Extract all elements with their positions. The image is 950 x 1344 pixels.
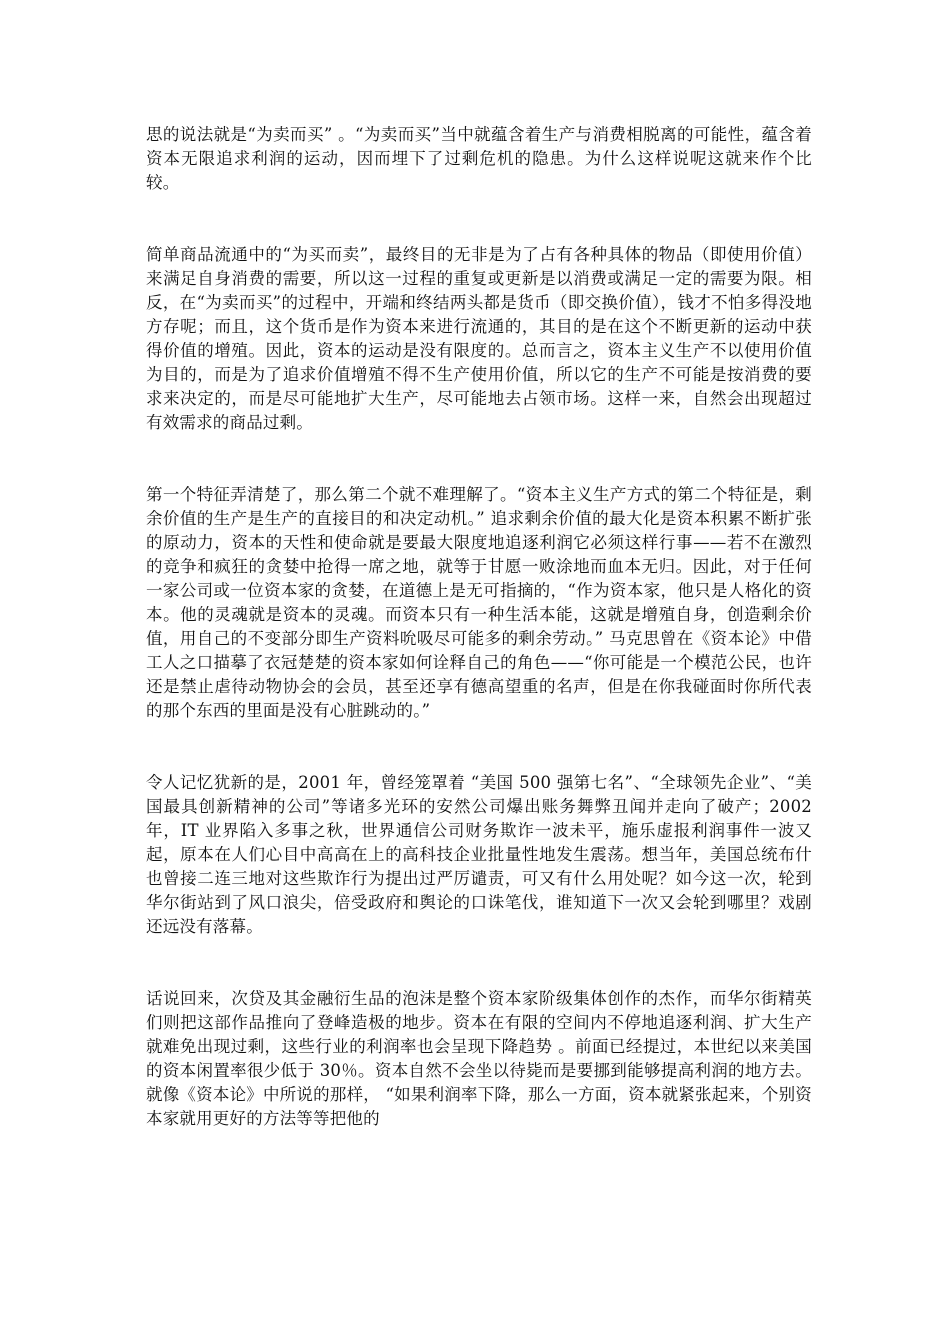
paragraph: 第一个特征弄清楚了，那么第二个就不难理解了。“资本主义生产方式的第二个特征是，剩余价值的生产是生产的直接目的和决定动机。” 追求剩余价值的最大化是资本积累不断扩张的原动力，资本的天性和使命就是要最大限度地追逐利润它必须这样行事——若不在激烈的竞争和疯狂的贪婪中抢得一席之地，就等于甘愿一败涂地而血本无归。因此，对于任何一家公司或一位资本家的贪婪，在道德上是无可指摘的，“作为资本家，他只是人格化的资本。他的灵魂就是资本的灵魂。而资本只有一种生活本能，这就是增殖自身，创造剩余价值，用自己的不变部分即生产资料吮吸尽可能多的剩余劳动。” 马克思曾在《资本论》中借工人之口描摹了衣冠楚楚的资本家如何诠释自己的角色——“你可能是一个模范公民，也许还是禁止虐待动物协会的会员，甚至还享有德高望重的名声，但是在你我碰面时你所代表的那个东西的里面是没有心脏跳动的。” xyxy=(146,485,812,720)
text-column xyxy=(146,123,812,1131)
paragraph: 令人记忆犹新的是，2001 年，曾经笼罩着 “美国 500 强第七名”、“全球领先企业”、“美国最具创新精神的公司”等诸多光环的安然公司爆出账务舞弊丑闻并走向了破产；2002 年，IT 业界陷入多事之秋，世界通信公司财务欺诈一波未平，施乐虚报利润事件一波又起，原本在人们心目中高高在上的高科技企业批量性地发生震荡。想当年，美国总统布什也曾接二连三地对这些欺诈行为提出过严厉谴责，可又有什么用处呢？如今这一次，轮到华尔街站到了风口浪尖，倍受政府和舆论的口诛笔伐，谁知道下一次又会轮到哪里？戏剧还远没有落幕。 xyxy=(146,773,812,936)
paragraph: 话说回来，次贷及其金融衍生品的泡沫是整个资本家阶级集体创作的杰作，而华尔街精英们则把这部作品推向了登峰造极的地步。资本在有限的空间内不停地追逐利润、扩大生产就难免出现过剩，这些行业的利润率也会呈现下降趋势 。前面已经提过，本世纪以来美国的资本闲置率很少低于 30％。资本自然不会坐以待毙而是要挪到能够提高利润的地方去。就像《资本论》中所说的那样， “如果利润率下降，那么一方面，资本就紧张起来，个别资本家就用更好的方法等等把他的 xyxy=(146,989,812,1128)
paragraph: 思的说法就是“为卖而买” 。“为卖而买”当中就蕴含着生产与消费相脱离的可能性，蕴含着资本无限追求利润的运动，因而埋下了过剩危机的隐患。为什么这样说呢这就来作个比较。 xyxy=(146,125,812,192)
paragraph: 简单商品流通中的“为买而卖”，最终目的无非是为了占有各种具体的物品（即使用价值）来满足自身消费的需要，所以这一过程的重复或更新是以消费或满足一定的需要为限。相反，在“为卖而买”的过程中，开端和终结两头都是货币（即交换价值），钱才不怕多得没地方存呢；而且，这个货币是作为资本来进行流通的，其目的是在这个不断更新的运动中获得价值的增殖。因此，资本的运动是没有限度的。总而言之，资本主义生产不以使用价值为目的，而是为了追求价值增殖不得不生产使用价值，所以它的生产不可能是按消费的要求来决定的，而是尽可能地扩大生产，尽可能地去占领市场。这样一来，自然会出现超过有效需求的商品过剩。 xyxy=(146,245,812,432)
